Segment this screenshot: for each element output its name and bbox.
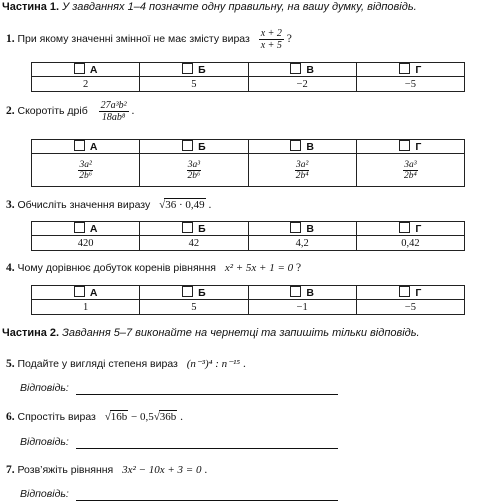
question-6	[6, 410, 183, 423]
part1-instruction: У завданнях 1–4 позначте одну правильну, на вашу думку, відповідь.	[62, 1, 417, 13]
question-3-end: .	[208, 199, 212, 211]
q4-option-v[interactable]: В	[248, 286, 356, 300]
q4-option-b[interactable]: Б	[140, 286, 248, 300]
question-6-answer-label: Відповідь:	[20, 436, 69, 448]
q1-answer-a: 2	[32, 77, 140, 92]
question-1-number: 1.	[6, 33, 15, 46]
checkbox-icon[interactable]	[74, 222, 85, 233]
question-1-end: ?	[286, 33, 292, 46]
question-6-radicand-2: 36b	[159, 411, 177, 423]
question-6-middle: − 0,5	[128, 411, 154, 423]
question-4-text: Чому дорівнює добуток коренів рівняння	[17, 262, 216, 274]
q2-answer-a	[32, 154, 140, 187]
checkbox-icon[interactable]	[182, 63, 193, 74]
q1-option-v[interactable]: В	[248, 63, 356, 77]
question-4-end: ?	[296, 262, 302, 274]
q2-answer-g-denominator: 2b⁴	[403, 171, 417, 181]
question-1-answer-table	[31, 62, 465, 92]
checkbox-icon[interactable]	[74, 63, 85, 74]
checkbox-icon[interactable]	[74, 140, 85, 151]
q2-answer-b-denominator: 2b⁶	[187, 171, 201, 181]
question-6-answer-field[interactable]	[76, 448, 338, 449]
question-2-answer-table	[31, 139, 465, 187]
question-4-number: 4.	[6, 262, 15, 274]
q4-answer-g: −5	[356, 300, 464, 315]
q2-answer-v-denominator: 2b⁴	[295, 171, 309, 181]
question-6-text: Спростіть вираз	[17, 411, 96, 423]
question-2-end: .	[131, 105, 135, 118]
part1-header	[2, 1, 417, 13]
q2-answer-b	[140, 154, 248, 187]
checkbox-icon[interactable]	[290, 286, 301, 297]
q2-answer-v-numerator: 3a²	[295, 160, 309, 170]
q1-option-g[interactable]: Г	[356, 63, 464, 77]
question-7-answer-field[interactable]	[76, 500, 338, 501]
q2-answer-a-denominator: 2b⁶	[79, 171, 93, 181]
part2-title: Частина 2.	[2, 327, 60, 339]
question-1-numerator: x + 2	[260, 28, 282, 39]
q2-option-v[interactable]: В	[248, 140, 356, 154]
question-6-number: 6.	[6, 411, 15, 423]
q3-option-v[interactable]: В	[248, 222, 356, 236]
checkbox-icon[interactable]	[290, 63, 301, 74]
question-7-equation: 3x² − 10x + 3 = 0	[122, 464, 202, 476]
q1-option-b[interactable]: Б	[140, 63, 248, 77]
question-5-end: .	[242, 358, 246, 370]
question-5-expression: (n⁻³)⁴ : n⁻¹⁵	[186, 358, 241, 370]
question-6-expression: √16b − 0,5√36b	[104, 411, 177, 423]
q2-answer-b-numerator: 3a³	[187, 160, 201, 170]
q3-option-b[interactable]: Б	[140, 222, 248, 236]
q3-option-g[interactable]: Г	[356, 222, 464, 236]
q1-answer-b: 5	[140, 77, 248, 92]
q2-option-g[interactable]: Г	[356, 140, 464, 154]
question-3-number: 3.	[6, 199, 15, 211]
question-7	[6, 464, 207, 476]
q2-answer-a-numerator: 3a²	[79, 160, 92, 170]
q3-answer-a: 420	[32, 236, 140, 251]
q4-answer-v: −1	[248, 300, 356, 315]
part2-header	[2, 327, 420, 339]
question-3	[6, 198, 211, 211]
checkbox-icon[interactable]	[74, 286, 85, 297]
q4-option-a[interactable]: А	[32, 286, 140, 300]
q4-option-g[interactable]: Г	[356, 286, 464, 300]
question-2-denominator: 18ab⁸	[101, 112, 126, 123]
question-3-radicand: 36 · 0,49	[165, 199, 205, 211]
question-1	[6, 28, 292, 51]
checkbox-icon[interactable]	[182, 140, 193, 151]
checkbox-icon[interactable]	[399, 63, 410, 74]
q1-answer-g: −5	[356, 77, 464, 92]
question-2-numerator: 27a³b²	[100, 100, 127, 111]
q1-answer-v: −2	[248, 77, 356, 92]
q2-answer-g	[356, 154, 464, 187]
question-4-equation: x² + 5x + 1 = 0	[224, 262, 294, 274]
q3-option-a[interactable]: А	[32, 222, 140, 236]
q4-answer-a: 1	[32, 300, 140, 315]
question-1-fraction	[259, 28, 284, 51]
question-4	[6, 262, 301, 274]
checkbox-icon[interactable]	[290, 140, 301, 151]
question-7-text: Розв’яжіть рівняння	[17, 464, 114, 476]
q2-option-a[interactable]: А	[32, 140, 140, 154]
q3-answer-v: 4,2	[248, 236, 356, 251]
question-3-sqrt: √36 · 0,49	[159, 199, 205, 211]
question-3-text: Обчисліть значення виразу	[17, 199, 151, 211]
part2-instruction: Завдання 5–7 виконайте на чернетці та запишіть тільки відповідь.	[62, 327, 420, 339]
q4-answer-b: 5	[140, 300, 248, 315]
q2-answer-v	[248, 154, 356, 187]
question-4-answer-table	[31, 285, 465, 315]
question-5	[6, 357, 246, 370]
question-7-end: .	[204, 464, 208, 476]
q3-answer-g: 0,42	[356, 236, 464, 251]
checkbox-icon[interactable]	[399, 140, 410, 151]
question-7-number: 7.	[6, 464, 15, 476]
checkbox-icon[interactable]	[290, 222, 301, 233]
question-2-fraction	[99, 100, 129, 123]
q2-option-b[interactable]: Б	[140, 140, 248, 154]
question-7-answer-label: Відповідь:	[20, 488, 69, 500]
question-6-end: .	[180, 411, 184, 423]
question-1-text: При якому значенні змінної не має змісту вираз	[17, 33, 250, 46]
checkbox-icon[interactable]	[399, 286, 410, 297]
q1-option-a[interactable]: А	[32, 63, 140, 77]
q3-answer-b: 42	[140, 236, 248, 251]
question-2-text: Скоротіть дріб	[17, 105, 88, 118]
question-5-number: 5.	[6, 358, 15, 370]
question-6-radicand-1: 16b	[110, 411, 128, 423]
question-2-number: 2.	[6, 105, 15, 118]
part1-title: Частина 1.	[2, 1, 60, 13]
question-2	[6, 100, 134, 123]
question-1-denominator: x + 5	[260, 40, 282, 51]
question-5-text: Подайте у вигляді степеня вираз	[17, 358, 178, 370]
question-3-answer-table	[31, 221, 465, 251]
checkbox-icon[interactable]	[399, 222, 410, 233]
q2-answer-g-numerator: 3a³	[404, 160, 417, 170]
checkbox-icon[interactable]	[182, 286, 193, 297]
question-5-answer-label: Відповідь:	[20, 382, 69, 394]
question-5-answer-field[interactable]	[76, 394, 338, 395]
checkbox-icon[interactable]	[182, 222, 193, 233]
